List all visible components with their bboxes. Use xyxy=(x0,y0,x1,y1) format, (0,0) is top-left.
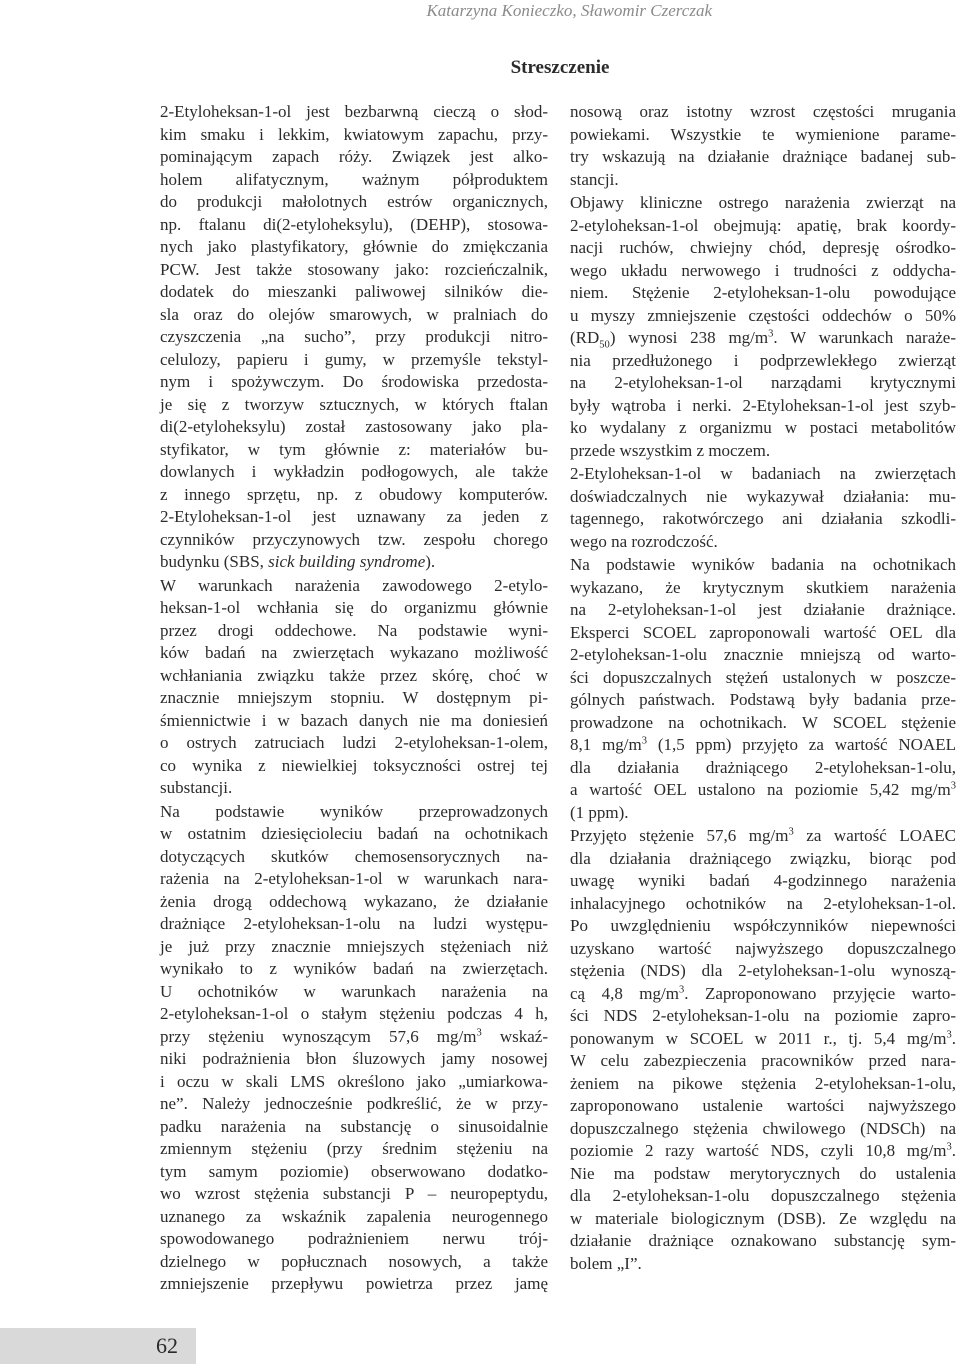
text-line: kim smaku i lekkim, kwiatowym zapachu, przy- xyxy=(160,124,548,144)
text-line xyxy=(570,825,956,848)
text-segment: za wartość LOAEC xyxy=(793,826,956,845)
paragraph xyxy=(160,575,548,800)
text-line: try wskazują na działanie drażniące badanej sub- xyxy=(570,147,956,166)
sup-text: 3 xyxy=(946,1028,952,1040)
text-line: Nie ma podstaw merytorycznych do ustalenia xyxy=(570,1163,956,1183)
text-line: stancji. xyxy=(570,169,619,189)
text-segment: . W warunkach naraże- xyxy=(773,328,957,347)
text-line: uzyskano wartość najwyższego dopuszczalnego xyxy=(570,938,956,958)
text-line: Na podstawie wyników badania na ochotnikach xyxy=(570,555,956,574)
text-line: pominającym zapach róży. Związek jest alko- xyxy=(160,147,548,166)
text-line: 2-Etyloheksan-1-ol jest uznawany za jeden z xyxy=(160,507,548,526)
paragraph xyxy=(160,101,548,574)
text-line: u myszy zmniejszenie częstości oddechów o 50% xyxy=(570,305,956,325)
text-line: 2-etyloheksan-1-ol o stałym stężeniu podczas 4 h, xyxy=(160,1004,548,1023)
sup-text: 3 xyxy=(946,1141,952,1153)
text-line: styfikator, w tym głównie z: materiałów bu- xyxy=(160,439,548,459)
text-segment: Przyjęto stężenie 57,6 mg/m xyxy=(570,826,789,845)
text-line: co wynika z niewielkiej toksyczności ostrej tej xyxy=(160,755,548,775)
text-line: na 2-etyloheksan-1-ol narządami krytycznymi xyxy=(570,373,956,392)
text-line: dzielnego w popłucznach nosowych, a także xyxy=(160,1251,548,1271)
text-line xyxy=(570,327,956,350)
text-line: przede wszystkim z moczem. xyxy=(570,440,771,460)
text-line: celulozy, papieru i gumy, w przemyśle tekstyl- xyxy=(160,349,548,369)
text-line: heksan-1-ol wchłania się do organizmu głównie xyxy=(160,598,548,617)
text-line: 2-etyloheksan-1-olu znacznie mniejszą od warto- xyxy=(570,645,956,664)
text-line: przez drogi oddechowe. Na podstawie wyni- xyxy=(160,620,548,640)
text-segment: . xyxy=(951,1141,956,1160)
text-line: drażniące 2-etyloheksan-1-olu na ludzi występu- xyxy=(160,914,548,933)
page-number: 62 xyxy=(156,1333,178,1358)
sup-text: 3 xyxy=(641,735,648,747)
text-line xyxy=(570,1140,956,1163)
text-column-right xyxy=(570,101,956,1275)
text-line: nym i spożywczym. Do środowiska przedosta- xyxy=(160,372,548,391)
text-line: powiekami. Wszystkie te wymienione parame- xyxy=(570,124,956,144)
text-line: W celu zabezpieczenia pracowników przed nara- xyxy=(570,1051,956,1070)
text-line: do produkcji małolotnych estrów organicznych, xyxy=(160,192,548,211)
text-line: dowlanych i wykładzin podłogowych, ale także xyxy=(160,462,548,481)
text-line: zmniejszenie przepływu powietrza przez jamę xyxy=(160,1274,548,1293)
page-number-bar xyxy=(0,1328,196,1364)
text-line: zaproponowano ustalenie wartości najwyższego xyxy=(570,1096,956,1115)
text-line: U ochotników w warunkach narażenia na xyxy=(160,981,548,1001)
text-line: dodatek do mieszanki paliwowej silników die- xyxy=(160,282,548,301)
text-line: je już przy znacznie mniejszych stężeniach niż xyxy=(160,936,548,956)
sup-text: 3 xyxy=(678,983,685,995)
text-line xyxy=(570,1028,956,1051)
text-line: np. ftalanu di(2-etyloheksylu), (DEHP), stosowa- xyxy=(160,214,548,234)
text-line: wchłaniania związku także przez skórę, choć w xyxy=(160,665,548,685)
text-line: z innego sprzętu, np. z obudowy komputerów. xyxy=(160,484,548,504)
text-line: ści dopuszczalnych stężeń ustalonych w poszcze- xyxy=(570,667,956,687)
text-segment: ). xyxy=(425,552,436,571)
italic-text: sick building syndrome xyxy=(268,552,426,571)
text-segment: (RD xyxy=(570,328,600,347)
text-segment: poziomie 2 razy wartość NDS, czyli 10,8 mg/m xyxy=(570,1141,947,1160)
text-line: holem alifatycznym, ważnym półproduktem xyxy=(160,169,548,189)
text-line: działanie drażniące oznakowano substancję sym- xyxy=(570,1231,956,1250)
text-line xyxy=(160,1026,548,1049)
running-head-authors: Katarzyna Konieczko, Sławomir Czerczak xyxy=(426,1,712,20)
text-segment: wskaź- xyxy=(481,1026,548,1046)
text-segment: . xyxy=(951,1028,956,1048)
text-line: Objawy kliniczne ostrego narażenia zwierząt na xyxy=(570,193,956,212)
text-line: ków badań na zwierzętach wykazano możliwość xyxy=(160,643,548,662)
text-line: niem. Stężenie 2-etyloheksan-1-olu powodujące xyxy=(570,283,956,302)
text-line: 2-Etyloheksan-1-ol w badaniach na zwierzętach xyxy=(570,464,956,483)
text-segment: ponowanym w SCOEL w 2011 r., tj. 5,4 mg/m xyxy=(570,1028,947,1048)
text-line: dla działania drażniącego 2-etyloheksan-1-olu, xyxy=(570,757,956,777)
text-line: doświadczalnych nie wykazywał działania: mu- xyxy=(570,486,956,506)
sub-text: 50 xyxy=(599,339,610,351)
text-line: nych jako plastyfikatory, głównie do zmiękczania xyxy=(160,237,548,256)
text-line: sla oraz do olejów smarowych, w pralniach do xyxy=(160,304,548,324)
sup-text: 3 xyxy=(768,328,774,340)
paragraph xyxy=(570,554,956,824)
paragraph xyxy=(570,192,956,462)
text-segment: 8,1 mg/m xyxy=(570,735,642,754)
text-line: inhalacyjnego ochotników na 2-etyloheksan-1-ol. xyxy=(570,893,956,913)
text-line: tym samym poziomie) obserwowano dodatko- xyxy=(160,1161,548,1181)
text-line: Po uwzględnieniu współczynników niepewności xyxy=(570,916,956,935)
text-line: W warunkach narażenia zawodowego 2-etylo- xyxy=(160,575,548,595)
sup-text: 3 xyxy=(788,826,794,838)
text-segment: (1,5 ppm) przyjęto za wartość NOAEL xyxy=(647,735,956,754)
text-segment: . Zaproponowano przyjęcie warto- xyxy=(684,983,956,1003)
text-line: tagennego, rakotwórczego ani działania szkodli- xyxy=(570,509,956,528)
paragraph xyxy=(570,463,956,553)
text-line: śmiennictwie i w bazach danych nie ma doniesień xyxy=(160,710,548,730)
text-line: wego na rozrodczość. xyxy=(570,531,718,551)
text-line: wynikało to z wyników badań na zwierzętach. xyxy=(160,959,548,978)
text-line: żenia drogą oddechową wykazano, że działanie xyxy=(160,891,548,911)
text-line: znacznie mniejszym stopniu. W dostępnym pi- xyxy=(160,688,548,707)
text-line: uznanego za wskaźnik zapalenia neurogennego xyxy=(160,1206,548,1226)
paragraph xyxy=(570,825,956,1275)
text-line: padku narażenia na substancję o sinusoidalnie xyxy=(160,1116,548,1136)
text-segment: budynku (SBS, xyxy=(160,552,269,571)
text-line: zmiennym stężeniu (przy średnim stężeniu na xyxy=(160,1139,548,1158)
text-line: PCW. Jest także stosowany jako: rozcieńczalnik, xyxy=(160,259,548,279)
paragraph xyxy=(160,801,548,1296)
text-line: dla 2-etyloheksan-1-olu dopuszczalnego stężenia xyxy=(570,1186,956,1205)
text-line: Eksperci SCOEL zaproponowali wartość OEL dla xyxy=(570,622,956,642)
text-line: dotyczących skutków chemosensorycznych na- xyxy=(160,846,548,866)
text-column-left xyxy=(160,101,548,1296)
sup-text: 3 xyxy=(476,1026,482,1038)
text-line xyxy=(570,779,956,802)
text-line: ne”. Należy jednocześnie podkreślić, że w przy- xyxy=(160,1094,548,1113)
text-segment: cą 4,8 mg/m xyxy=(570,983,679,1003)
text-line: nacji ruchów, chwiejny chód, depresję ośrodko- xyxy=(570,238,956,257)
text-line: żeniem na pikowe stężenia 2-etyloheksan-1-olu, xyxy=(570,1073,956,1093)
text-line: na 2-etyloheksan-1-ol jest działanie drażniące. xyxy=(570,600,956,619)
text-line: ści NDS 2-etyloheksan-1-olu na poziomie zapro- xyxy=(570,1006,956,1025)
text-line: wego układu nerwowego i trudności z oddycha- xyxy=(570,260,956,280)
text-line: czyszczenia „na sucho”, przy produkcji nitro- xyxy=(160,327,548,346)
text-line: 2-Etyloheksan-1-ol jest bezbarwną cieczą o słod- xyxy=(160,102,548,121)
sup-text: 3 xyxy=(950,780,956,792)
text-segment: ) wynosi 238 mg/m xyxy=(609,328,769,347)
text-segment: a wartość OEL ustalono na poziomie 5,42 mg/m xyxy=(570,780,951,799)
text-line: były wątroba i nerki. 2-Etyloheksan-1-ol jest szyb- xyxy=(570,395,956,415)
text-line: w materiale biologicznym (DSB). Ze względu na xyxy=(570,1208,956,1228)
text-line: substancji. xyxy=(160,778,233,797)
text-line: 2-etyloheksan-1-ol obejmują: apatię, brak koordy- xyxy=(570,215,956,235)
text-line: wo wzrost stężenia substancji P – neuropeptydu, xyxy=(160,1184,548,1203)
text-line xyxy=(570,734,956,757)
text-line: i oczu w skali LMS określono jako „umiarkowa- xyxy=(160,1071,548,1091)
text-line: prowadzone na ochotnikach. W SCOEL stężenie xyxy=(570,712,956,732)
text-line: bolem „I”. xyxy=(570,1253,642,1273)
text-line xyxy=(570,983,956,1006)
text-line: je się z tworzyw sztucznych, w których ftalan xyxy=(160,394,548,414)
text-line: niki podrażnienia błon śluzowych jamy nosowej xyxy=(160,1049,548,1068)
text-line: uwagę wyniki badań 4-godzinnego narażenia xyxy=(570,871,956,890)
text-line: dla działania drażniącego związku, biorąc pod xyxy=(570,848,956,868)
text-line: di(2-etyloheksylu) został zastosowany jako pla- xyxy=(160,417,548,436)
text-line: Na podstawie wyników przeprowadzonych xyxy=(160,801,548,821)
text-line: wykazano, że krytycznym skutkiem narażenia xyxy=(570,577,956,597)
text-line: gólnych państwach. Podstawą były badania prze- xyxy=(570,690,956,709)
section-title: Streszczenie xyxy=(510,57,610,78)
text-line: czynników przyczynowych tzw. zespołu chorego xyxy=(160,529,548,549)
paragraph xyxy=(570,101,956,191)
text-line: nosową oraz istotny wzrost częstości mrugania xyxy=(570,102,956,121)
text-line xyxy=(160,551,548,574)
text-line: ko wydalany z organizmu w postaci metabolitów xyxy=(570,418,956,437)
text-line: o ostrych zatruciach ludzi 2-etyloheksan-1-olem, xyxy=(160,733,548,752)
text-line: stężenia (NDS) dla 2-etyloheksan-1-olu wynoszą- xyxy=(570,961,956,980)
text-line: dopuszczalnego stężenia chwilowego (NDSCh) na xyxy=(570,1118,956,1138)
text-line: spowodowanego podrażnieniem nerwu trój- xyxy=(160,1229,548,1248)
text-line: nia przedłużonego i podprzewlekłego zwierząt xyxy=(570,350,956,370)
text-line: rażenia na 2-etyloheksan-1-ol w warunkach nara- xyxy=(160,869,548,888)
text-line: (1 ppm). xyxy=(570,802,629,822)
text-line: w ostatnim dziesięcioleciu badań na ochotnikach xyxy=(160,824,548,843)
text-segment: przy stężeniu wynoszącym 57,6 mg/m xyxy=(160,1026,477,1046)
